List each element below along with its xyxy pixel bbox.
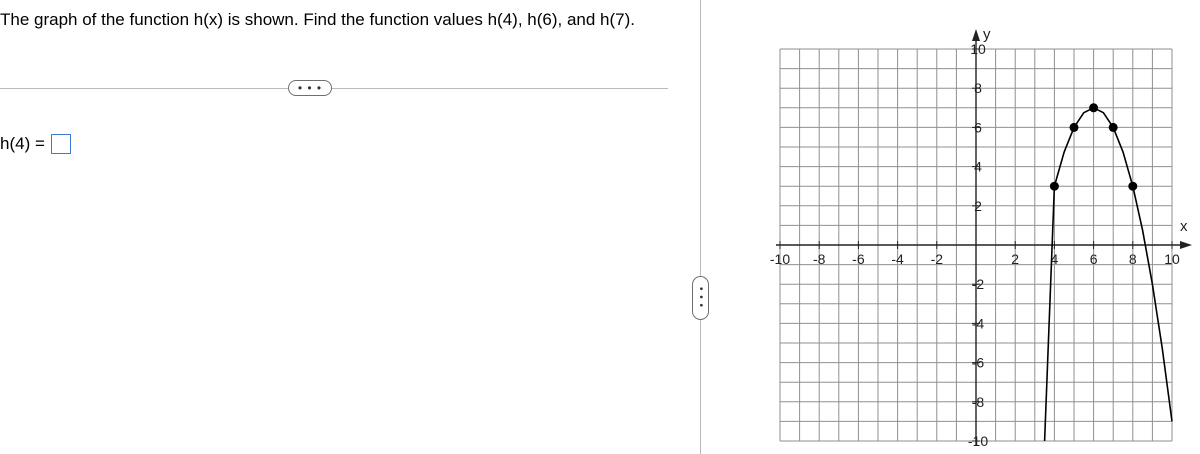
x-tick-label: 2	[1011, 251, 1020, 267]
graph-point	[1128, 182, 1137, 191]
graph-point	[1050, 182, 1059, 191]
function-graph	[755, 20, 1195, 450]
vertical-divider	[700, 0, 701, 454]
x-tick-label: -10	[769, 251, 791, 267]
y-tick-label: 8	[974, 80, 982, 97]
y-tick-label: 4	[974, 158, 982, 175]
y-tick-label: -2	[971, 276, 985, 293]
question-text: The graph of the function h(x) is shown. Find the function values h(4), h(6), and h(7).	[0, 10, 636, 29]
expand-panel-button[interactable]	[692, 276, 709, 320]
x-axis-label: x	[1180, 218, 1188, 235]
graph-point	[1109, 123, 1118, 132]
x-tick-label: -6	[852, 251, 865, 267]
x-tick-label: 10	[1164, 251, 1180, 267]
x-tick-label: 4	[1050, 251, 1059, 267]
x-tick-label: -2	[930, 251, 944, 267]
x-tick-label: 6	[1089, 251, 1098, 267]
answer-row	[0, 134, 71, 154]
y-tick-label: -4	[971, 315, 985, 332]
x-tick-label: -4	[891, 251, 904, 267]
y-tick-label: 2	[974, 197, 982, 214]
y-tick-label: 10	[970, 41, 986, 57]
expand-panel-label: • • •	[695, 287, 706, 309]
graph-point	[1070, 123, 1079, 132]
y-tick-label: -6	[971, 354, 985, 371]
divider-line	[0, 88, 668, 89]
x-axis-arrow	[1180, 241, 1192, 249]
answer-label: h(4) =	[0, 134, 45, 153]
y-axis-label: y	[983, 26, 991, 43]
y-tick-label: -8	[971, 393, 985, 410]
graph-point	[1089, 103, 1098, 112]
y-axis-arrow	[972, 29, 980, 41]
answer-input[interactable]	[51, 134, 71, 154]
y-tick-label: 6	[974, 119, 982, 136]
x-tick-label: -8	[812, 251, 826, 267]
more-options-button[interactable]: • • •	[288, 80, 332, 96]
y-tick-label: -10	[967, 433, 989, 449]
x-tick-label: 8	[1128, 251, 1137, 267]
